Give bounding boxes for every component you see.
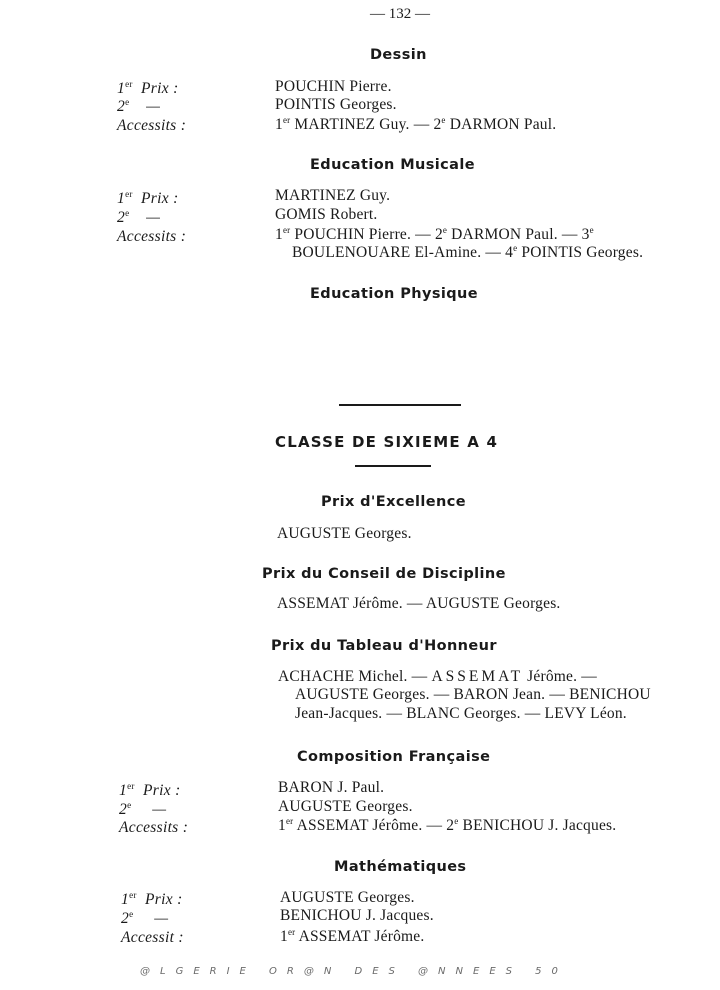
label-1er-prix xyxy=(117,189,179,208)
label-num: 1 xyxy=(121,891,130,909)
sup: e xyxy=(454,816,459,826)
section-title-physique: Education Physique xyxy=(310,286,478,302)
section-title-honneur: Prix du Tableau d'Honneur xyxy=(271,638,497,654)
label-text: Prix : xyxy=(145,891,183,909)
label-num: 2 xyxy=(117,98,126,116)
label-sup: er xyxy=(125,79,133,89)
text: BENICHOU J. Jacques. xyxy=(458,817,617,835)
label-1er-prix xyxy=(117,79,179,98)
text: 1 xyxy=(275,226,283,244)
francaise-prix2-value: AUGUSTE Georges. xyxy=(278,798,413,815)
francaise-prix1-value: BARON J. Paul. xyxy=(278,779,385,796)
dessin-prix2-value: POINTIS Georges. xyxy=(275,96,397,113)
text: ASSEMAT Jérôme. xyxy=(295,928,425,946)
label-dash: — xyxy=(152,801,167,819)
section-title-excellence: Prix d'Excellence xyxy=(321,494,466,510)
sup: e xyxy=(513,243,518,253)
label-sup: e xyxy=(125,97,130,107)
label-sup: er xyxy=(125,189,133,199)
label-text: Prix : xyxy=(141,190,179,208)
text: 1 xyxy=(275,116,283,134)
honneur-line3: Jean-Jacques. — BLANC Georges. — LEVY Léon. xyxy=(295,705,627,722)
musique-prix1-value: MARTINEZ Guy. xyxy=(275,187,391,204)
text: DARMON Paul. — 3 xyxy=(447,226,590,244)
label-num: 1 xyxy=(119,782,128,800)
label-1er-prix xyxy=(119,781,181,800)
dessin-prix1-value: POUCHIN Pierre. xyxy=(275,78,392,95)
text: 1 xyxy=(280,928,288,946)
sup: er xyxy=(282,115,291,125)
label-2e-prix xyxy=(117,208,160,227)
label-dash: — xyxy=(146,209,161,227)
text: Jérôme. — xyxy=(523,668,597,685)
class-title: CLASSE DE SIXIEME A 4 xyxy=(275,433,499,451)
label-text: Prix : xyxy=(143,782,181,800)
text: POINTIS Georges. xyxy=(517,244,644,262)
maths-accessit-value xyxy=(280,927,424,946)
page-number: — 132 — xyxy=(370,6,430,22)
maths-prix1-value: AUGUSTE Georges. xyxy=(280,889,415,906)
section-title-maths: Mathématiques xyxy=(334,859,467,875)
label-sup: e xyxy=(127,800,132,810)
footer-watermark: @LGERIE OR@N DES @NNEES 50 xyxy=(140,966,568,977)
maths-prix2-value: BENICHOU J. Jacques. xyxy=(280,907,434,924)
discipline-value: ASSEMAT Jérôme. — AUGUSTE Georges. xyxy=(277,595,561,612)
honneur-line2: AUGUSTE Georges. — BARON Jean. — BENICHOU xyxy=(295,686,651,703)
label-accessits: Accessits : xyxy=(117,117,187,134)
sup: e xyxy=(441,115,446,125)
divider-top xyxy=(339,404,461,406)
label-accessit: Accessit : xyxy=(121,929,184,946)
label-num: 2 xyxy=(119,801,128,819)
text: ASSEMAT Jérôme. — 2 xyxy=(293,817,455,835)
section-title-dessin: Dessin xyxy=(370,47,427,63)
text-spaced: ASSEMAT xyxy=(431,668,524,685)
label-dash: — xyxy=(146,98,161,116)
label-sup: er xyxy=(129,890,137,900)
section-title-francaise: Composition Française xyxy=(297,749,491,765)
section-title-musique: Education Musicale xyxy=(310,157,475,173)
sup: e xyxy=(589,225,594,235)
label-num: 2 xyxy=(121,910,130,928)
sup: er xyxy=(282,225,291,235)
label-accessits: Accessits : xyxy=(117,228,187,245)
musique-accessits-line2 xyxy=(292,243,643,262)
text: DARMON Paul. xyxy=(445,116,557,134)
sup: er xyxy=(287,927,296,937)
text: BOULENOUARE El-Amine. — 4 xyxy=(292,244,514,262)
label-2e-prix xyxy=(117,97,160,116)
section-title-discipline: Prix du Conseil de Discipline xyxy=(262,566,506,582)
label-text: Prix : xyxy=(141,80,179,98)
label-accessits: Accessits : xyxy=(119,819,189,836)
text: POUCHIN Pierre. — 2 xyxy=(290,226,443,244)
dessin-accessits-value xyxy=(275,115,556,134)
text: ACHACHE Michel. — xyxy=(278,668,432,685)
label-num: 1 xyxy=(117,190,126,208)
text: MARTINEZ Guy. — 2 xyxy=(290,116,442,134)
sup: er xyxy=(285,816,294,826)
label-num: 1 xyxy=(117,80,126,98)
divider-bottom xyxy=(355,465,431,467)
label-sup: e xyxy=(125,208,130,218)
honneur-line1 xyxy=(278,668,597,686)
label-2e-prix xyxy=(121,909,168,928)
label-num: 2 xyxy=(117,209,126,227)
excellence-value: AUGUSTE Georges. xyxy=(277,525,412,542)
label-sup: er xyxy=(127,781,135,791)
musique-accessits-line1 xyxy=(275,225,594,244)
text: 1 xyxy=(278,817,286,835)
francaise-accessits-value xyxy=(278,816,616,835)
label-sup: e xyxy=(129,909,134,919)
sup: e xyxy=(442,225,448,235)
label-dash: — xyxy=(154,910,169,928)
label-2e-prix xyxy=(119,800,166,819)
musique-prix2-value: GOMIS Robert. xyxy=(275,206,378,223)
label-1er-prix xyxy=(121,890,183,909)
